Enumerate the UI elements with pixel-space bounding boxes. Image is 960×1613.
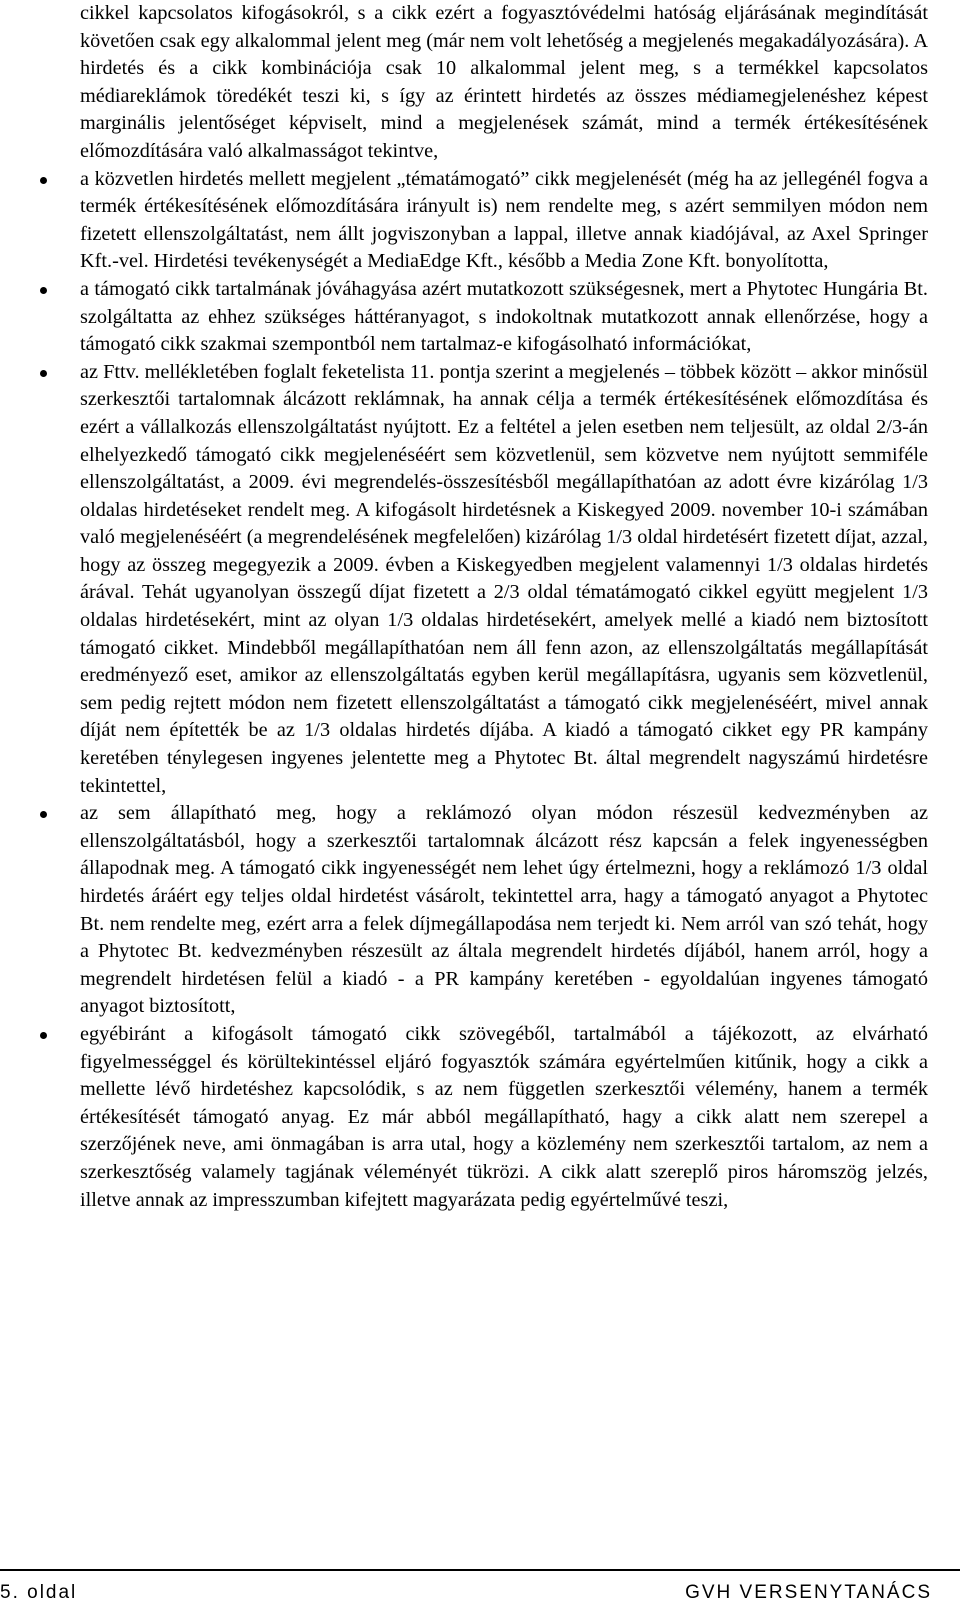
bullet-dot-icon xyxy=(40,287,47,294)
organization-name: GVH VERSENYTANÁCS xyxy=(685,1582,932,1603)
bullet-text: a támogató cikk tartalmának jóváhagyása azért mutatkozott szükségesnek, mert a Phytotec Hungária Bt. szolgáltatta az ehhez szükséges háttéranyagot, s indokoltnak mutatkozott annak ellenőrzése, hogy a támogató cikk szakmai szempontból nem tartalmaz-e kifogásolható információkat, xyxy=(80,277,928,356)
intro-paragraph: cikkel kapcsolatos kifogásokról, s a cikk ezért a fogyasztóvédelmi hatóság eljárásának megindítását követően csak egy alkalommal jelent meg (már nem volt lehetőség a megjelenés megakadályozására). A hirdetés és a cikk kombinációja csak 10 alkalommal jelent meg, s a termékkel kapcsolatos médiareklámok töredékét teszi ki, s így az érintett hirdetés az összes médiamegjelenéshez képest marginális jelentőséget képviselt, mind a megjelenések számát, mind a termék értékesítésének előmozdítására való alkalmasságot tekintve, xyxy=(80,2,928,162)
bullet-dot-icon xyxy=(40,177,47,184)
bullet-dot-icon xyxy=(40,811,47,818)
bullet-text: az Fttv. mellékletében foglalt feketelista 11. pontja szerint a megjelenés – többek között – akkor minősül szerkesztői tartalomnak álcázott reklámnak, ha annak célja a termék értékesítésének előmozdítása és ezért a vállalkozás ellenszolgáltatást nyújtott. Ez a feltétel a jelen esetben nem teljesült, az oldal 2/3-án elhelyezkedő támogató cikk megjelenéséért sem közvetlenül, sem közvetve nem nyújtott semmiféle ellenszolgáltatást, a 2009. évi megrendelés-összesítésből megállapíthatóan az adott évre kizárólag 1/3 oldalas hirdetéseket rendelt meg. A kifogásolt hirdetésnek a Kiskegyed 2009. november 10-i számában való megjelenéséért (a megrendelésének megfelelően) kizárólag 1/3 oldal hirdetésért fizetett díjat, azzal, hogy az összeg megegyezik a 2009. évben a Kiskegyedben megjelent valamennyi 1/3 oldalas hirdetés árával. Tehát ugyanolyan összegű díjat fizetett a 2/3 oldal tématámogató cikkel együtt megjelent 1/3 oldalas hirdetésekért, mint az olyan 1/3 oldalas hirdetésekért, amelyek mellé a kiadó nem biztosított támogató cikket. Mindebből megállapíthatóan nem áll fenn azon, az ellenszolgáltatás megállapítását eredményező eset, amikor az ellenszolgáltatás egyben kerül megállapításra, ugyanis sem közvetlenül, sem pedig rejtett módon nem fizetett ellenszolgáltatást a támogató cikk megjelenéséért, mivel annak díját nem építették be az 1/3 oldalas hirdetés díjába. A kiadó a támogató cikket egy PR kampány keretében ténylegesen ingyenes jelentette meg a Phytotec Bt. által megrendelt nagyszámú hirdetésre tekintettel, xyxy=(80,360,928,797)
bullet-text: az sem állapítható meg, hogy a reklámozó olyan módon részesül kedvezményben az ellenszolgáltatásból, hogy a szerkesztői tartalomnak álcázott rész kapcsán a felek ingyenességben állapodnak meg. A támogató cikk ingyenességét nem lehet úgy értelmezni, hogy a reklámozó 1/3 oldal hirdetés áráért egy teljes oldal hirdetést vásárolt, tekintettel arra, hagy a támogató anyagot a Phytotec Bt. nem rendelte meg, ezért arra a felek díjmegállapodása nem terjedt ki. Nem arról van szó tehát, hogy a Phytotec Bt. kedvezményben részesült az általa megrendelt hirdetés díjából, hanem arról, hogy a megrendelt hirdetésen felül a kiadó - a PR kampány keretében - egyoldalúan ingyenes támogató anyagot biztosított, xyxy=(80,802,928,1018)
bullet-item xyxy=(80,276,928,359)
page-number: 5. oldal xyxy=(0,1582,78,1603)
bullet-dot-icon xyxy=(40,370,47,377)
bullet-item xyxy=(80,1021,928,1214)
bullet-item xyxy=(80,359,928,801)
bullet-text: egyébiránt a kifogásolt támogató cikk szövegéből, tartalmából a tájékozott, az elvárható figyelmességgel és körültekintéssel eljáró fogyasztók számára egyértelműen kitűnik, hogy a cikk a mellette lévő hirdetéshez kapcsolódik, s az nem független szerkesztői vélemény, hanem a termék értékesítését támogató anyag. Ez már abból megállapítható, hagy a cikk alatt nem szerepel a szerzőjének neve, ami önmagában is arra utal, hogy a közlemény nem szerkesztői tartalom, az nem a szerkesztőség valamely tagjának véleményét tükrözi. A cikk alatt szereplő piros háromszög jelzés, illetve annak az impresszumban kifejtett magyarázata pedig egyértelművé teszi, xyxy=(80,1022,928,1211)
document-body xyxy=(80,0,928,1214)
bullet-text: a közvetlen hirdetés mellett megjelent „tématámogató” cikk megjelenését (még ha az jellegénél fogva a termék értékesítésének előmozdítására irányult is) nem rendelte meg, s azért semmilyen módon nem fizetett ellenszolgáltatást, nem állt jogviszonyban a lappal, illetve annak kiadójával, az Axel Springer Kft.-vel. Hirdetési tevékenységét a MediaEdge Kft., később a Media Zone Kft. bonyolította, xyxy=(80,167,928,273)
bullet-item xyxy=(80,166,928,276)
bullet-item xyxy=(80,800,928,1021)
bullet-list xyxy=(80,166,928,1215)
bullet-dot-icon xyxy=(40,1032,47,1039)
footer-divider xyxy=(0,1569,960,1571)
